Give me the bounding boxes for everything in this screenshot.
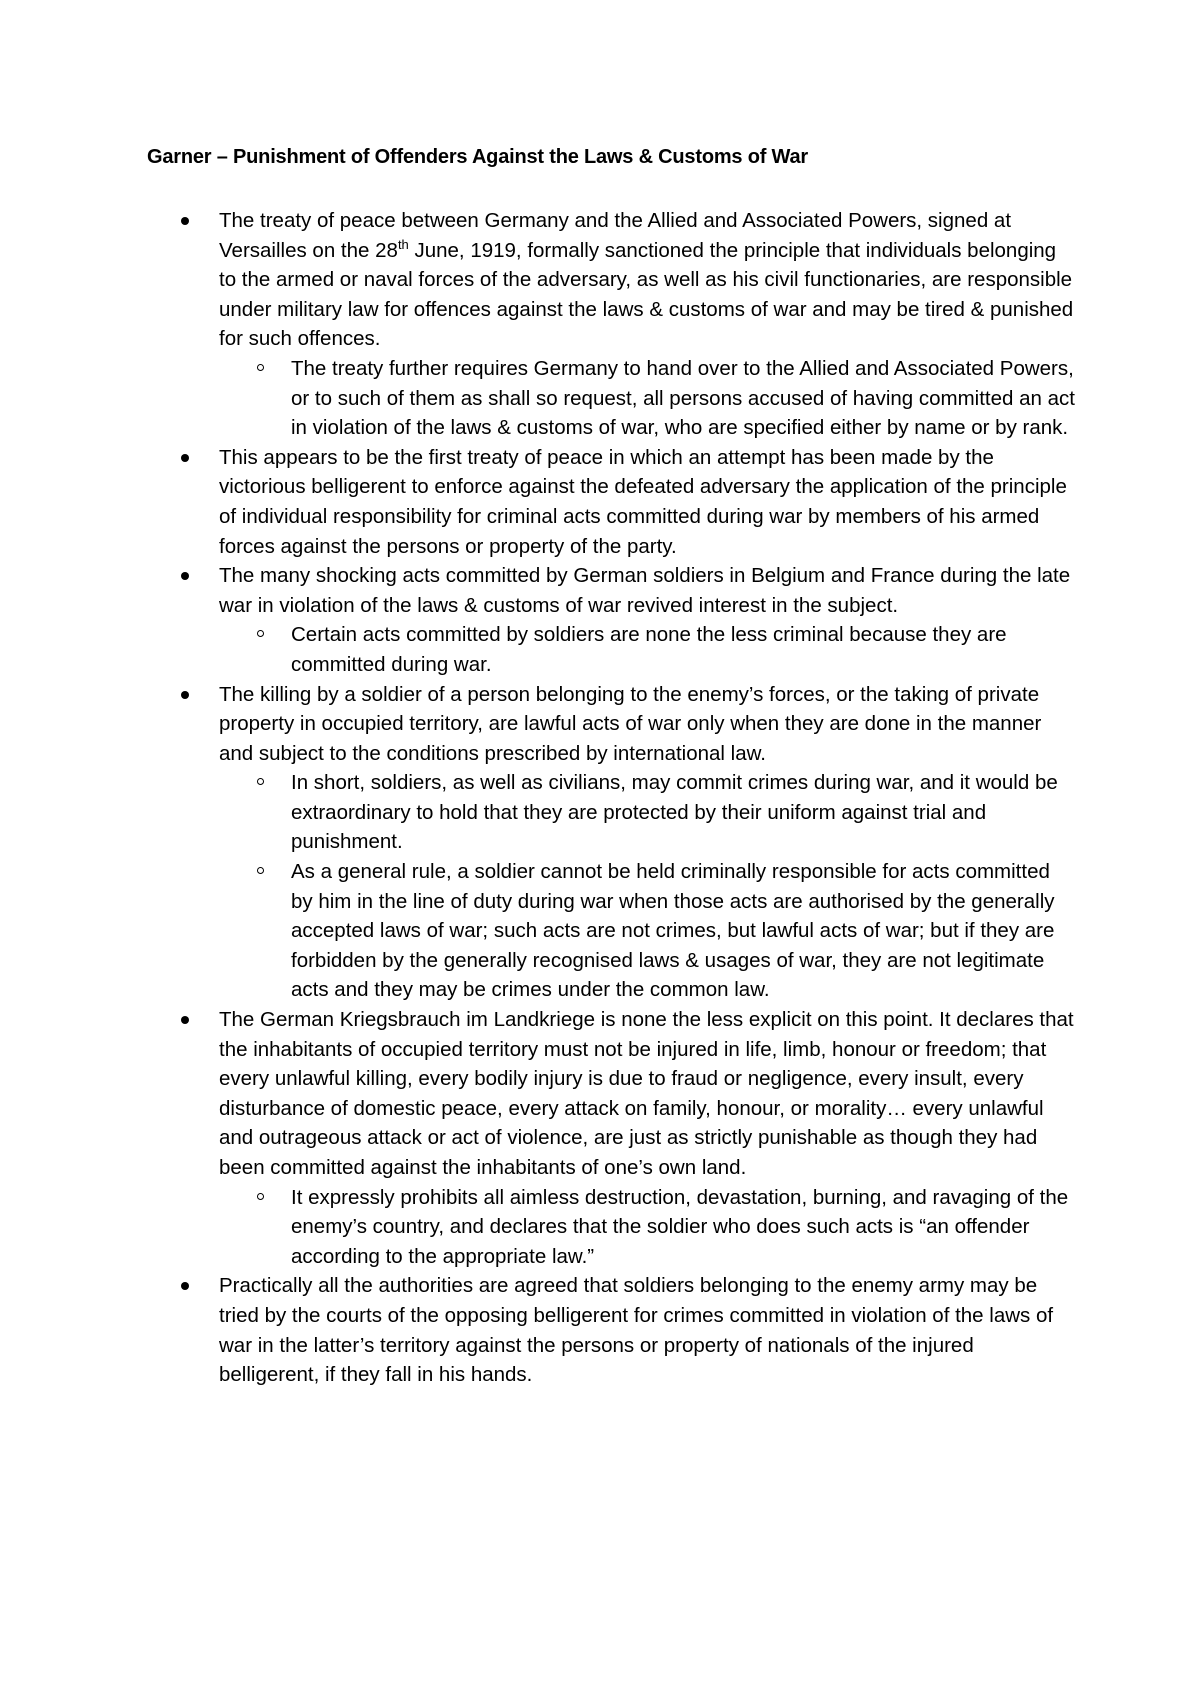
hollow-bullet-icon bbox=[257, 630, 264, 637]
list-item-text: Practically all the authorities are agreed that soldiers belonging to the enemy army may be tried by the courts of the opposing belligerent for crimes committed in violation of the laws of war in the latter’s territory against the persons or property of nationals of the injured belligerent, if they fall in his hands. bbox=[219, 1274, 1054, 1387]
list-item-text: The many shocking acts committed by German soldiers in Belgium and France during the late war in violation of the laws & customs of war revived interest in the subject. bbox=[219, 564, 1071, 617]
bullet-icon bbox=[181, 454, 189, 462]
sub-list-item-text: In short, soldiers, as well as civilians, may commit crimes during war, and it would be extraordinary to hold that they are protected by their uniform against trial and punishment. bbox=[291, 771, 1058, 854]
superscript-ordinal: th bbox=[397, 236, 409, 252]
list-item-text-part: The treaty of peace between Germany and the Allied and Associated Powers, signed at Versailles on the 28 bbox=[219, 209, 1012, 262]
list-item bbox=[147, 1005, 1077, 1271]
sub-list-item-text: The treaty further requires Germany to hand over to the Allied and Associated Powers, or to such of them as shall so request, all persons accused of having committed an act in violation of the laws & customs of war, who are specified either by name or by rank. bbox=[291, 356, 1075, 440]
list-item-text bbox=[219, 206, 1077, 354]
bullet-icon bbox=[181, 572, 189, 580]
sub-list-item bbox=[219, 1183, 1077, 1272]
bullet-icon bbox=[181, 1282, 189, 1290]
sub-list-item bbox=[219, 620, 1077, 679]
bullet-icon bbox=[181, 217, 189, 225]
sub-list-item bbox=[219, 857, 1077, 1005]
sub-list-item-text: As a general rule, a soldier cannot be held criminally responsible for acts committed by him in the line of duty during war when those acts are authorised by the generally accepted laws of war; such acts are not crimes, but lawful acts of war; but if they are forbidden by the generally recognised laws & usages of war, they are not legitimate acts and they may be crimes under the common law. bbox=[291, 860, 1055, 1002]
list-item bbox=[147, 206, 1077, 443]
page-title: Garner – Punishment of Offenders Against the Laws & Customs of War bbox=[147, 146, 808, 168]
sub-list bbox=[219, 620, 1077, 679]
list-item bbox=[147, 561, 1077, 679]
sub-list-item bbox=[219, 768, 1077, 857]
list-item bbox=[147, 1271, 1077, 1389]
list-item bbox=[147, 443, 1077, 561]
bullet-icon bbox=[181, 1016, 189, 1024]
sub-list-item-text: It expressly prohibits all aimless destruction, devastation, burning, and ravaging of the enemy’s country, and declares that the soldier who does such acts is “an offender according to the appropriate law.” bbox=[291, 1185, 1069, 1268]
hollow-bullet-icon bbox=[257, 364, 264, 371]
list-item-text: This appears to be the first treaty of peace in which an attempt has been made by the victorious belligerent to enforce against the defeated adversary the application of the principle of individual responsibility for criminal acts committed during war by members of his armed forces against the persons or property of the party. bbox=[219, 445, 1067, 558]
bullet-icon bbox=[181, 691, 189, 699]
sub-list bbox=[219, 354, 1077, 443]
list-item-text: The killing by a soldier of a person belonging to the enemy’s forces, or the taking of private property in occupied territory, are lawful acts of war only when they are done in the manner and subject to the conditions prescribed by international law. bbox=[219, 682, 1042, 765]
sub-list bbox=[219, 1183, 1077, 1272]
list-item-text-part: June, 1919, formally sanctioned the principle that individuals belonging to the armed or naval forces of the adversary, as well as his civil functionaries, are responsible under military law for offences against the laws & customs of war and may be tired & punished for such offences. bbox=[219, 238, 1074, 351]
hollow-bullet-icon bbox=[257, 1193, 264, 1200]
bullet-list bbox=[147, 206, 1077, 1390]
list-item bbox=[147, 680, 1077, 1006]
hollow-bullet-icon bbox=[257, 778, 264, 785]
sub-list-item-text: Certain acts committed by soldiers are none the less criminal because they are committed during war. bbox=[291, 623, 1007, 676]
hollow-bullet-icon bbox=[257, 867, 264, 874]
list-item-text: The German Kriegsbrauch im Landkriege is none the less explicit on this point. It declares that the inhabitants of occupied territory must not be injured in life, limb, honour or freedom; that every unlawful killing, every bodily injury is due to fraud or negligence, every insult, every disturbance of domestic peace, every attack on family, honour, or morality… every unlawful and outrageous attack or act of violence, are just as strictly punishable as though they had been committed against the inhabitants of one’s own land. bbox=[219, 1008, 1074, 1179]
sub-list bbox=[219, 768, 1077, 1005]
sub-list-item bbox=[219, 354, 1077, 443]
